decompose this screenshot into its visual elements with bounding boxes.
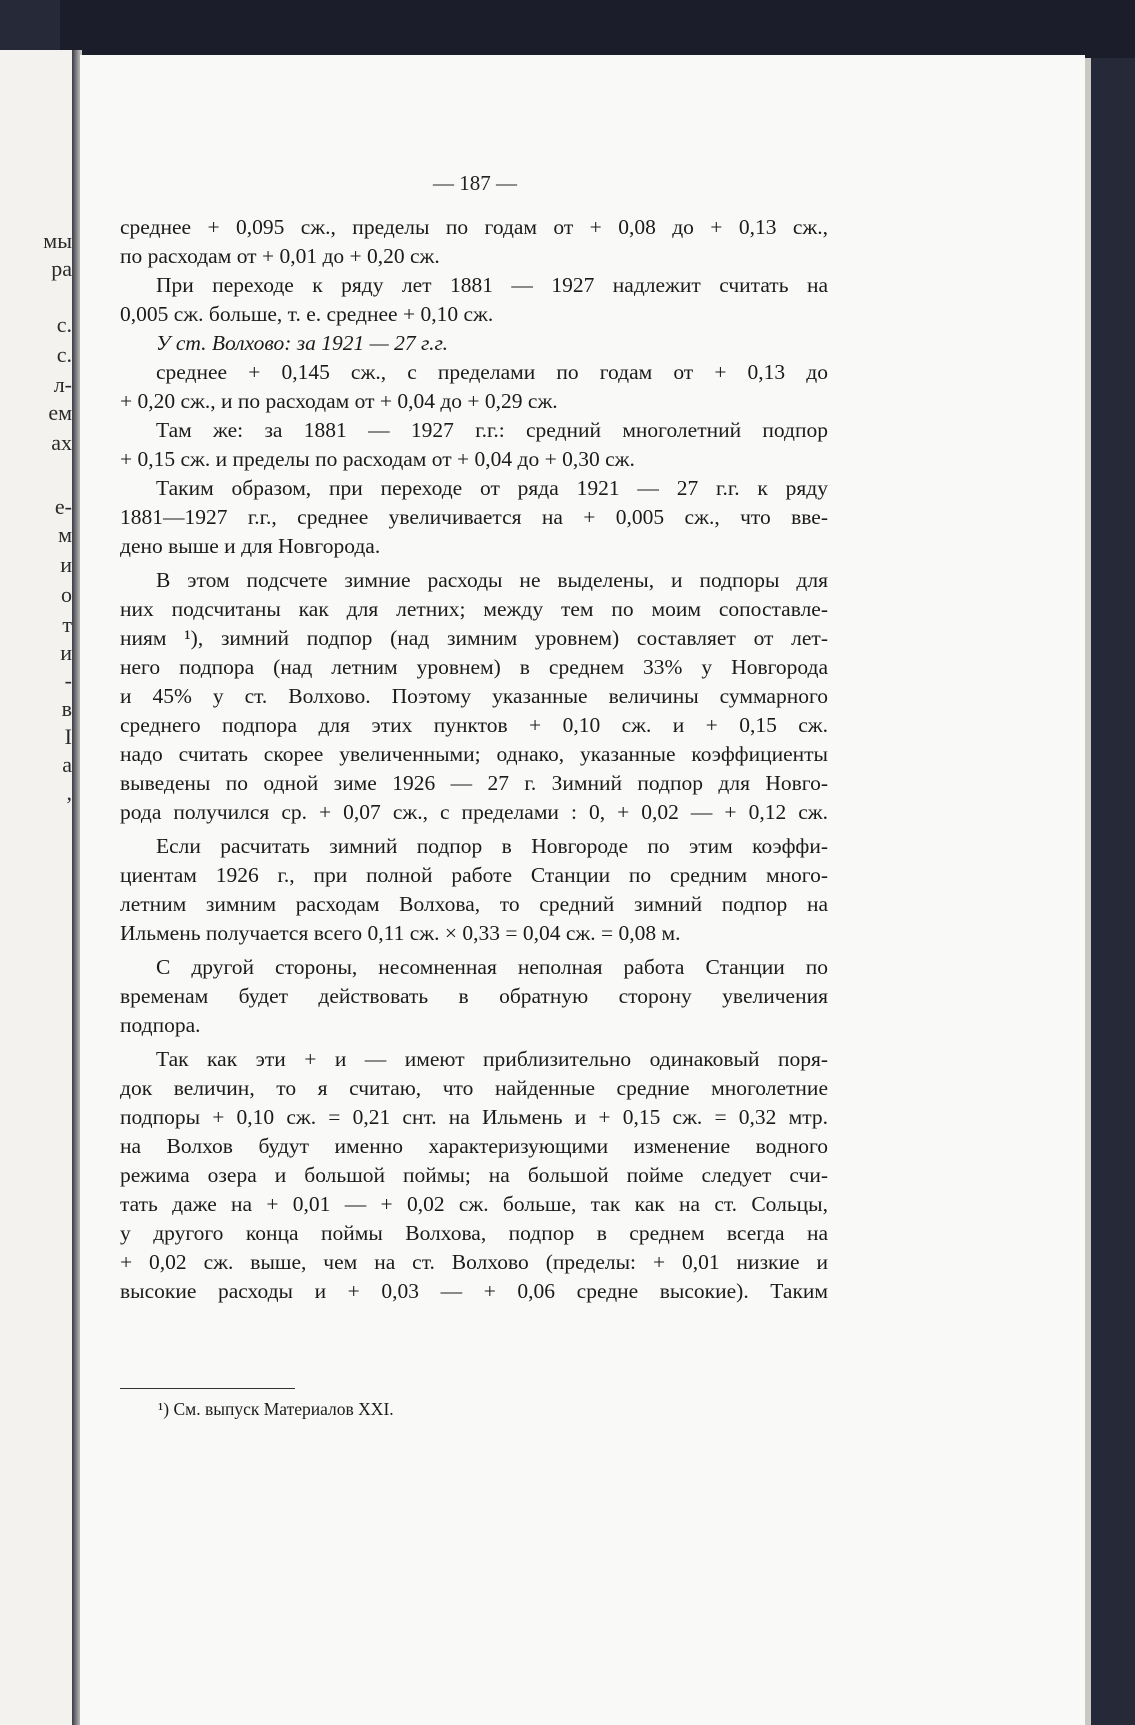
text-line: Таким образом, при переходе от ряда 1921 — 27 г.г. к ряду	[156, 476, 828, 500]
text-line: Так как эти + и — имеют приблизительно одинаковый поря-	[156, 1047, 828, 1071]
left-page-fragment: ах	[51, 430, 72, 455]
page-right-edge	[1085, 58, 1091, 1725]
text-line: на Волхов будут именно характеризующими изменение водного	[120, 1134, 828, 1158]
text-line: Там же: за 1881 — 1927 г.г.: средний многолетний подпор	[156, 418, 828, 442]
footnote: ¹) См. выпуск Материалов XXI.	[158, 1399, 394, 1419]
text-line: подпоры + 0,10 сж. = 0,21 снт. на Ильмень и + 0,15 сж. = 0,32 мтр.	[120, 1105, 828, 1129]
text-line: выведены по одной зиме 1926 — 27 г. Зимний подпор для Новго-	[120, 771, 828, 795]
text-line: 1881—1927 г.г., среднее увеличивается на + 0,005 сж., что вве-	[120, 505, 828, 529]
left-page-fragment: и	[60, 640, 72, 665]
left-page-fragment: а	[62, 752, 72, 777]
left-page-fragment: м	[58, 522, 72, 547]
text-line: у другого конца поймы Волхова, подпор в среднем всегда на	[120, 1221, 828, 1245]
text-line: С другой стороны, несомненная неполная работа Станции по	[156, 955, 828, 979]
text-line: При переходе к ряду лет 1881 — 1927 надлежит считать на	[156, 273, 828, 297]
text-line: надо считать скорее увеличенными; однако, указанные коэффициенты	[120, 742, 828, 766]
body-text	[120, 213, 828, 1306]
left-page-fragment: ра	[51, 256, 72, 281]
left-page-fragment: с.	[56, 312, 72, 337]
text-line: 0,005 сж. больше, т. е. среднее + 0,10 сж.	[120, 302, 494, 326]
text-line: среднее + 0,145 сж., с пределами по годам от + 0,13 до	[156, 360, 828, 384]
footnote-rule	[120, 1388, 295, 1389]
left-page-fragment: мы	[43, 228, 72, 253]
text-line: и 45% у ст. Волхово. Поэтому указанные величины суммарного	[120, 684, 828, 708]
text-line: среднего подпора для этих пунктов + 0,10 сж. и + 0,15 сж.	[120, 713, 828, 737]
text-line: него подпора (над летним уровнем) в среднем 33% у Новгорода	[120, 655, 828, 679]
left-page-fragment: ,	[66, 780, 72, 805]
left-page-fragment: с.	[56, 342, 72, 367]
text-line: подпора.	[120, 1013, 201, 1037]
text-line: док величин, то я считаю, что найденные средние многолетние	[120, 1076, 828, 1100]
text-line: + 0,20 сж., и по расходам от + 0,04 до + 0,29 сж.	[120, 389, 558, 413]
left-page-fragment: о	[61, 582, 72, 607]
text-line: летним зимним расходам Волхова, то средний зимний подпор на	[120, 892, 828, 916]
text-line: + 0,15 сж. и пределы по расходам от + 0,04 до + 0,30 сж.	[120, 447, 635, 471]
text-line: по расходам от + 0,01 до + 0,20 сж.	[120, 244, 440, 268]
text-line: У ст. Волхово: за 1921 — 27 г.г.	[156, 331, 448, 355]
text-line: них подсчитаны как для летних; между тем по моим сопоставле-	[120, 597, 828, 621]
text-line: ниям ¹), зимний подпор (над зимним уровнем) составляет от лет-	[120, 626, 828, 650]
text-line: циентам 1926 г., при полной работе Станции по средним много-	[120, 863, 828, 887]
left-page-edge	[0, 50, 75, 1725]
text-line: + 0,02 сж. выше, чем на ст. Волхово (пределы: + 0,01 низкие и	[120, 1250, 828, 1274]
top-shadow	[60, 0, 1135, 58]
text-line: Ильмень получается всего 0,11 сж. × 0,33 = 0,04 сж. = 0,08 м.	[120, 921, 681, 945]
left-page-fragment: ем	[48, 400, 72, 425]
page	[80, 55, 1085, 1725]
left-page-fragment: и	[60, 552, 72, 577]
left-page-fragment: л-	[53, 372, 72, 397]
text-line: режима озера и большой поймы; на большой пойме следует счи-	[120, 1163, 828, 1187]
text-line: временам будет действовать в обратную сторону увеличения	[120, 984, 828, 1008]
page-number: — 187 —	[433, 171, 517, 195]
text-line: рода получился ср. + 0,07 сж., с пределами : 0, + 0,02 — + 0,12 сж.	[120, 800, 828, 824]
text-line: Если расчитать зимний подпор в Новгороде по этим коэффи-	[156, 834, 828, 858]
text-line: среднее + 0,095 сж., пределы по годам от + 0,08 до + 0,13 сж.,	[120, 215, 828, 239]
text-line: В этом подсчете зимние расходы не выделены, и подпоры для	[156, 568, 828, 592]
text-line: высокие расходы и + 0,03 — + 0,06 средне высокие). Таким	[120, 1279, 828, 1303]
left-page-fragment: т	[62, 612, 72, 637]
left-page-fragment: е-	[54, 494, 72, 519]
left-page-fragment: в	[61, 696, 72, 721]
text-line: дено выше и для Новгорода.	[120, 534, 381, 558]
left-page-fragment: I	[64, 724, 72, 749]
text-line: тать даже на + 0,01 — + 0,02 сж. больше, так как на ст. Сольцы,	[120, 1192, 828, 1216]
left-page-fragment: -	[64, 668, 72, 693]
